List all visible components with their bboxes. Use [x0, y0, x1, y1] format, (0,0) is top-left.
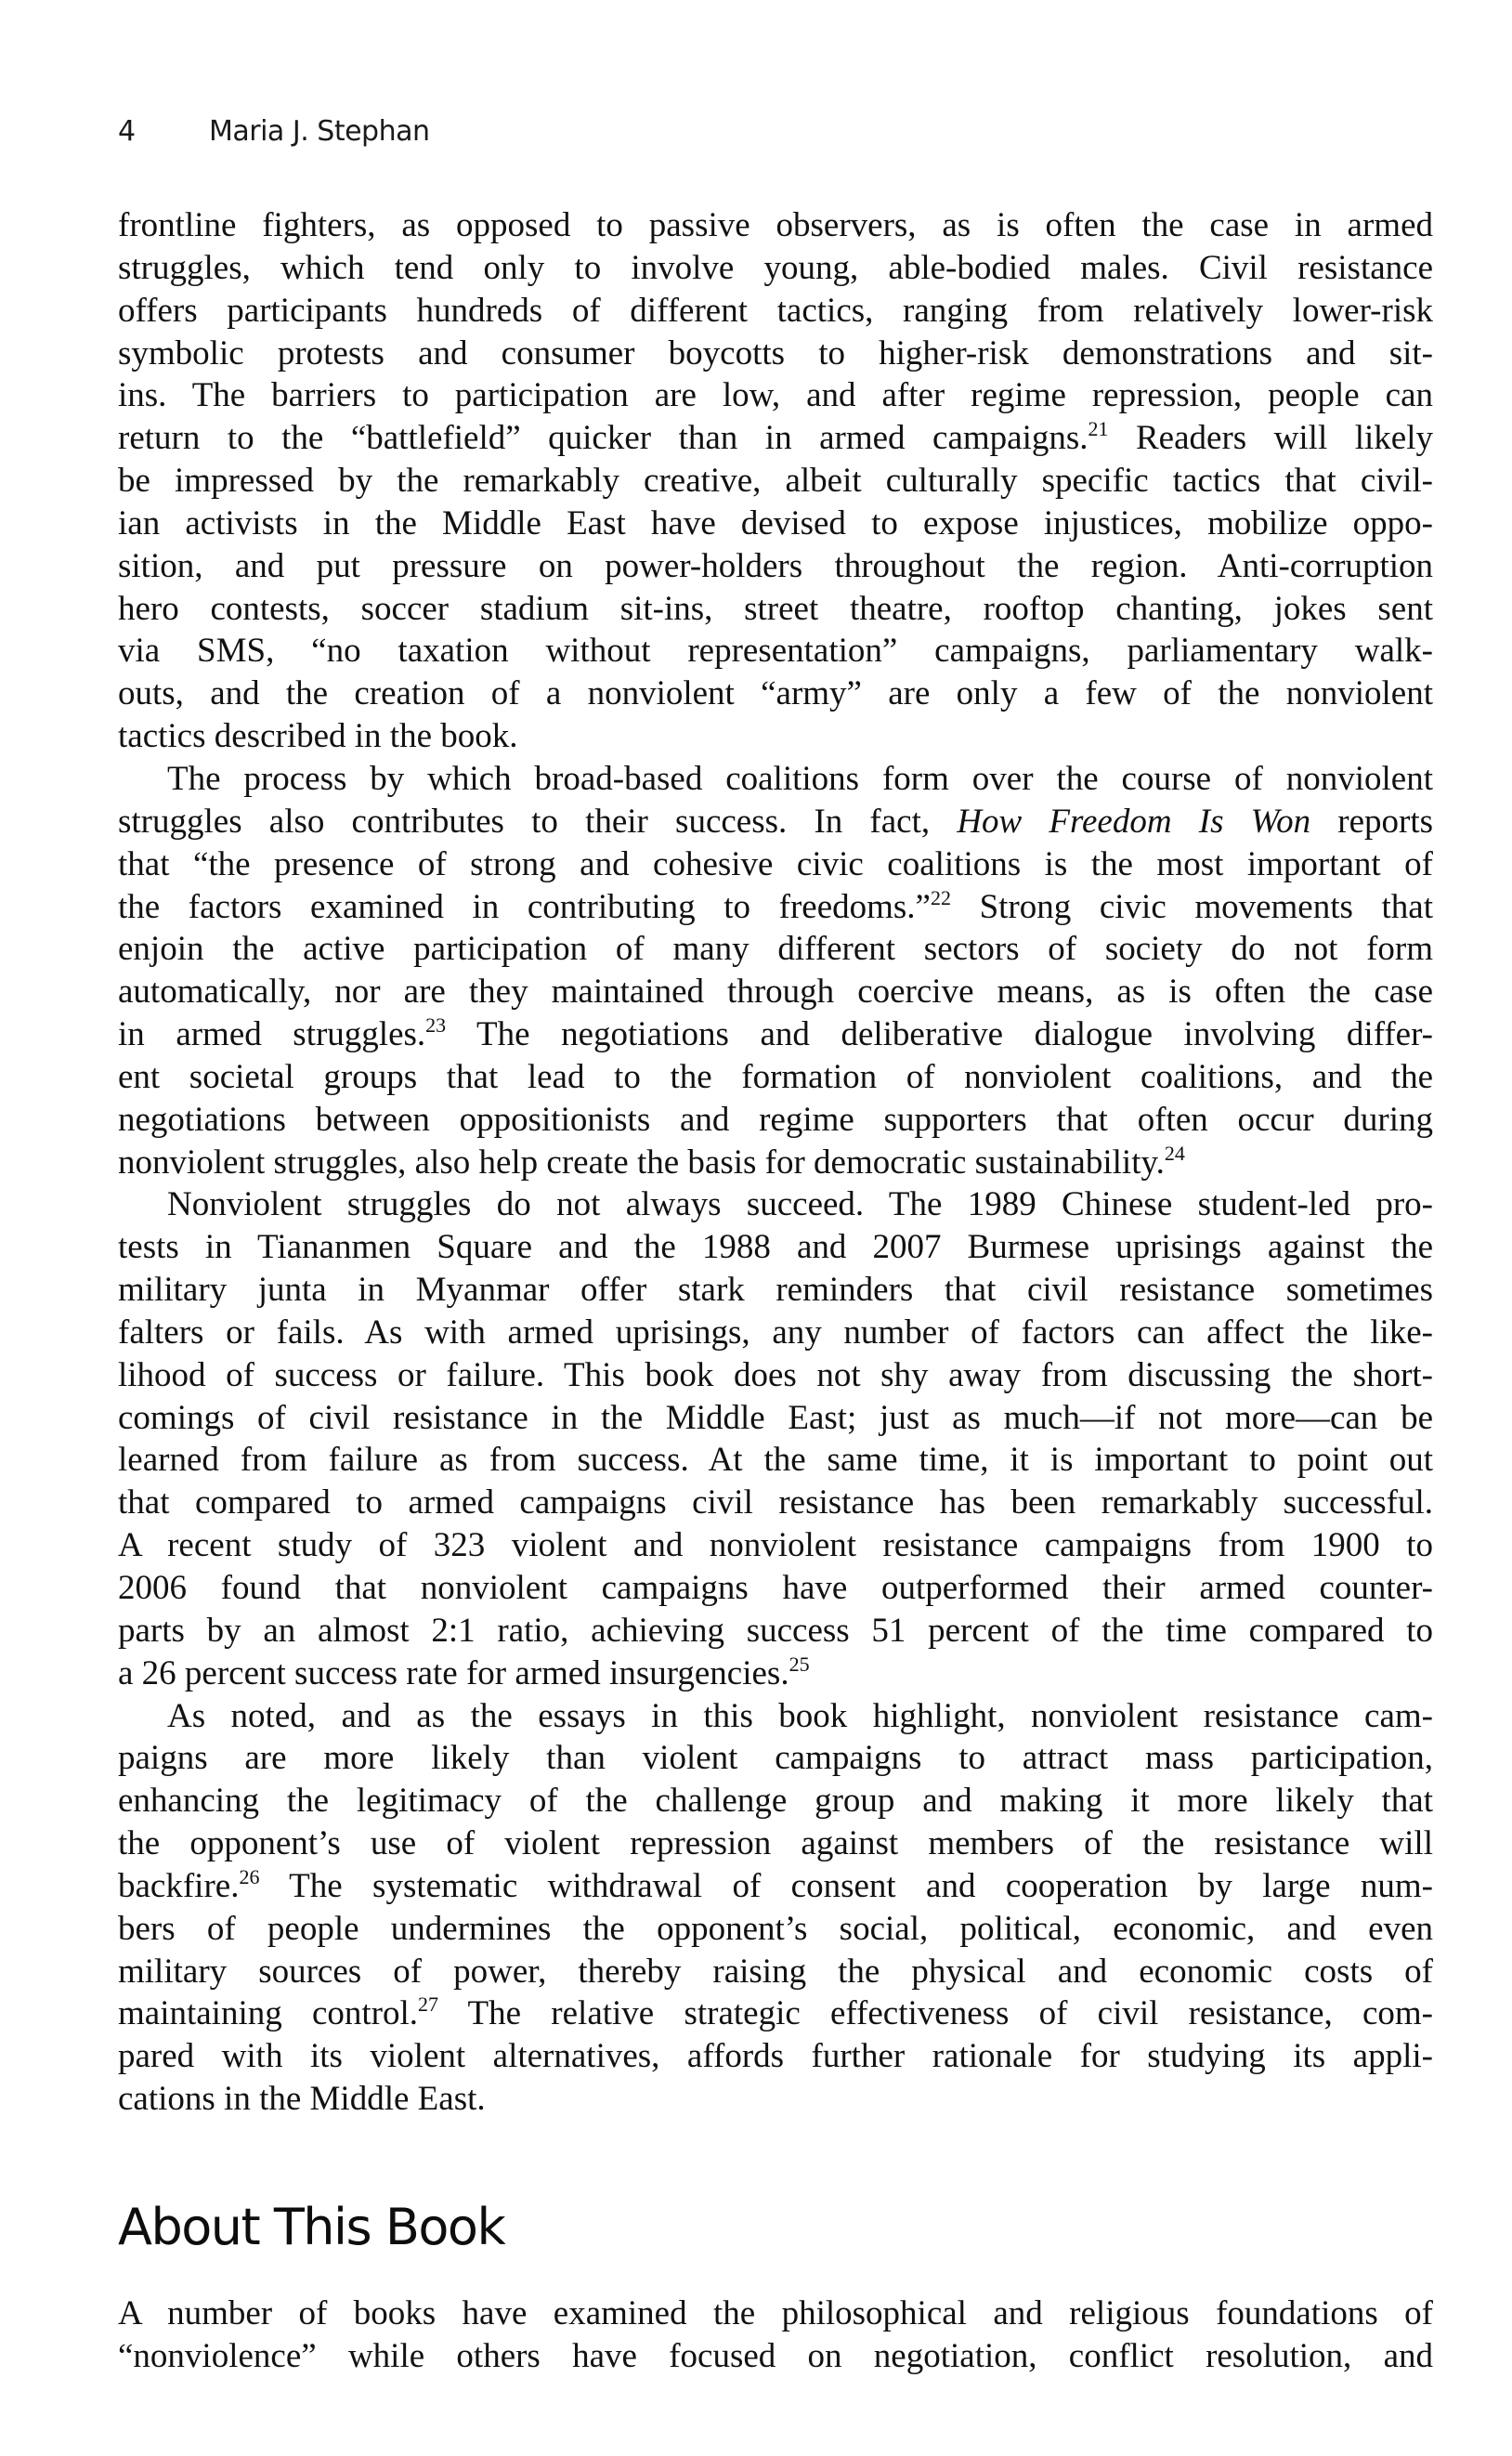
text-line: symbolic protests and consumer boycotts to higher-risk demonstrations and sit-: [118, 333, 1433, 372]
text-line: return to the “battlefield” quicker than in armed campaigns.$^{21}$ Readers will likely: [118, 417, 1433, 458]
running-head: [118, 115, 430, 148]
text-line: maintaining control.$^{27}$ The relative strategic effectiveness of civil resistance, com-: [118, 1992, 1434, 2033]
text-line: learned from failure as from success. At the same time, it is important to point out: [118, 1441, 1433, 1480]
body-text: [118, 204, 1433, 2121]
text-line: offers participants hundreds of different tactics, ranging from relatively lower-risk: [118, 291, 1433, 330]
text-line: that compared to armed campaigns civil resistance has been remarkably successful.: [118, 1483, 1433, 1522]
paragraph: [118, 1695, 1433, 2121]
text-line: automatically, nor are they maintained through coercive means, as is often the case: [118, 973, 1433, 1012]
text-line: Nonviolent struggles do not always succeed. The 1989 Chinese student-led pro-: [167, 1185, 1433, 1224]
text-line: via SMS, “no taxation without representation” campaigns, parliamentary walk-: [118, 632, 1433, 671]
paragraph: [118, 204, 1433, 758]
text-line: backfire.$^{26}$ The systematic withdrawal of consent and cooperation by large num-: [118, 1864, 1433, 1905]
text-line: ent societal groups that lead to the formation of nonviolent coalitions, and the: [118, 1057, 1433, 1096]
section-heading: About This Book: [118, 2198, 505, 2256]
text-line: hero contests, soccer stadium sit-ins, street theatre, rooftop chanting, jokes sent: [118, 589, 1433, 628]
text-line: nonviolent struggles, also help create the basis for democratic sustainability.$^{24}$: [118, 1141, 1185, 1182]
text-line: frontline fighters, as opposed to passive observers, as is often the case in armed: [118, 206, 1433, 244]
text-line: in armed struggles.$^{23}$ The negotiations and deliberative dialogue involving differ-: [118, 1013, 1434, 1054]
text-line: The process by which broad-based coalitions form over the course of nonviolent: [167, 759, 1433, 798]
footnote-reference[interactable]: 22: [930, 885, 951, 909]
running-head-author: Maria J. Stephan: [209, 115, 430, 148]
text-line: a 26 percent success rate for armed insurgencies.$^{25}$: [118, 1652, 810, 1692]
text-line: struggles, which tend only to involve young, able-bodied males. Civil resistance: [118, 248, 1433, 287]
paragraph: [118, 2293, 1433, 2378]
text-line: falters or fails. As with armed uprisings, any number of factors can affect the like-: [118, 1313, 1433, 1352]
text-line: tests in Tiananmen Square and the 1988 and 2007 Burmese uprisings against the: [118, 1228, 1433, 1267]
footnote-reference[interactable]: 27: [418, 1992, 439, 2017]
text-line: bers of people undermines the opponent’s social, political, economic, and even: [118, 1909, 1433, 1948]
section-body-text: [118, 2293, 1433, 2378]
text-line: tactics described in the book.: [118, 717, 518, 756]
text-line: As noted, and as the essays in this book highlight, nonviolent resistance cam-: [167, 1696, 1433, 1735]
text-line: military junta in Myanmar offer stark reminders that civil resistance sometimes: [118, 1271, 1433, 1310]
paragraph: [118, 1183, 1433, 1694]
text-line: the factors examined in contributing to freedoms.”$^{22}$ Strong civic movements that: [118, 885, 1433, 926]
book-title-italic: How Freedom Is Won: [957, 802, 1311, 841]
paragraph: [118, 758, 1433, 1183]
text-line: “nonviolence” while others have focused on negotiation, conflict resolution, and: [118, 2336, 1433, 2375]
text-line: enhancing the legitimacy of the challenge group and making it more likely that: [118, 1782, 1433, 1821]
text-line: enjoin the active participation of many different sectors of society do not form: [118, 930, 1433, 969]
text-line: paigns are more likely than violent campaigns to attract mass participation,: [118, 1739, 1433, 1778]
text-line: military sources of power, thereby raising the physical and economic costs of: [118, 1952, 1433, 1991]
text-line: sition, and put pressure on power-holders throughout the region. Anti-corruption: [118, 546, 1433, 585]
text-line: A recent study of 323 violent and nonviolent resistance campaigns from 1900 to: [118, 1526, 1433, 1565]
text-line: A number of books have examined the philosophical and religious foundations of: [118, 2294, 1433, 2332]
text-line: 2006 found that nonviolent campaigns have outperformed their armed counter-: [118, 1569, 1433, 1607]
text-line: be impressed by the remarkably creative, albeit culturally specific tactics that civil-: [118, 462, 1433, 501]
text-line: pared with its violent alternatives, affords further rationale for studying its appli-: [118, 2037, 1433, 2076]
footnote-reference[interactable]: 25: [789, 1652, 810, 1676]
footnote-reference[interactable]: 23: [425, 1013, 447, 1038]
text-line: ian activists in the Middle East have devised to expose injustices, mobilize oppo-: [118, 503, 1433, 542]
footnote-reference[interactable]: 26: [239, 1864, 260, 1888]
page-number: 4: [118, 115, 136, 148]
text-line: outs, and the creation of a nonviolent “army” are only a few of the nonviolent: [118, 674, 1433, 713]
text-line: ins. The barriers to participation are low, and after regime repression, people can: [118, 376, 1433, 415]
footnote-reference[interactable]: 24: [1164, 1141, 1185, 1165]
text-line: parts by an almost 2:1 ratio, achieving success 51 percent of the time compared to: [118, 1611, 1433, 1650]
footnote-reference[interactable]: 21: [1088, 417, 1109, 441]
text-line: the opponent’s use of violent repression against members of the resistance will: [118, 1824, 1433, 1863]
text-line: negotiations between oppositionists and regime supporters that often occur during: [118, 1100, 1433, 1139]
text-line: cations in the Middle East.: [118, 2080, 486, 2119]
text-line: struggles also contributes to their success. In fact, How Freedom Is Won reports: [118, 802, 1433, 841]
text-line: that “the presence of strong and cohesive civic coalitions is the most important of: [118, 844, 1433, 883]
text-line: lihood of success or failure. This book does not shy away from discussing the short-: [118, 1355, 1433, 1394]
text-line: comings of civil resistance in the Middle East; just as much—if not more—can be: [118, 1398, 1433, 1437]
